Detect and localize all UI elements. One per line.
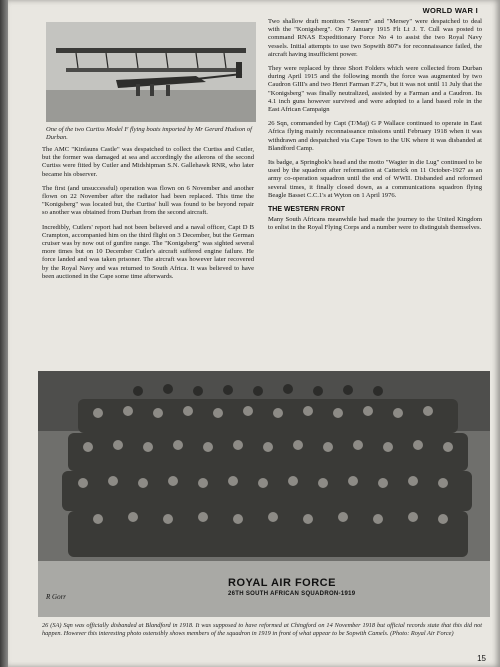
right-paragraph-4: Its badge, a Springbok's head and the motto "Wagter in die Lug" continued to be used by the squadron after reformation at Catterick on 11 October-1927 as an army co-operation squadron until the end of WWII. Disbanded and reformed several times, it finally closed down, as a communications squadron flying Beagle Basset C.C.1's at Wyton on 1 April 1976. [268, 159, 482, 199]
group-photo-caption: 26 (SA) Sqn was officially disbanded at Blandford in 1918. It was supposed to have reformed at Chingford on 14 November 1918 but official records state that this did not happen. However this interesting photo ostensibly shows members of the squadron in 1919 in front of what appear to be Sopwith Camels. (Photo: Royal Air Force) [42, 622, 482, 637]
photo-signature: R Gorr [46, 593, 67, 601]
section-paragraph: Many South Africans meanwhile had made the journey to the United Kingdom to enlist in the Royal Flying Corps and a number were to distinguish themselves. [268, 216, 482, 232]
flying-boat-photo [46, 22, 256, 122]
right-paragraph-2: They were replaced by three Short Folders which were collected from Durban during April 1915 and the following month the force was augmented by two Caudron GIII's and two Henri Farman F.27's, but it was not until 11 July that the "Konigsberg" was finally neutralized, assisted by a Farman and a Caudron. Its 4.1 inch guns however survived and were adopted to a land based role in the East African Campaign [268, 65, 482, 114]
left-paragraph-3: Incredibly, Cutlers' report had not been believed and a naval officer, Capt D B Crampton, accompanied him on the third flight on 3 December, but the German cruiser was by now out of gunfire range. The "Konigsberg" was sighted several more times but on 10 December Cutler's aircraft suffered engine failure. He force landed and was taken prisoner. The aircraft was however later recovered by the Royal Navy and was returned to South Africa. It was believed to have been auctioned in the Cape some time afterwards. [42, 223, 254, 280]
flying-boat-caption: One of the two Curtiss Model F flying boats imported by Mr Gerard Hudson of Durban. [46, 126, 252, 141]
photo-inscription-subtitle: 26TH SOUTH AFRICAN SQUADRON-1919 [228, 591, 356, 597]
left-column [42, 22, 254, 287]
left-paragraph-2: The first (and unsuccessful) operation was flown on 6 November and another flown on 22 November after the radiator had been replaced. This time the "Konigsberg" was located but, the Curtiss' hull was found to be beyond repair so another was obtained from Durban from the second aircraft. [42, 184, 254, 217]
book-gutter [0, 0, 8, 667]
page-number: 15 [477, 654, 486, 663]
book-page [8, 0, 500, 667]
right-paragraph-3: 26 Sqn, commanded by Capt (T/Maj) G P Wallace continued to operate in East Africa flying mainly reconnaissance missions until February 1918 when it was withdrawn and despatched via Cape Town to the UK where it was disbanded at Blandford Camp. [268, 120, 482, 152]
squadron-group-photo [38, 371, 490, 617]
flying-boat-illustration [46, 22, 256, 122]
left-paragraph-1: The AMC "Kinfauns Castle" was despatched to collect the Curtiss and Cutler, but the former was damaged at sea and accordingly the ailerons of the second Curtiss were fitted by Cutler and Midshipman S.N. Gallehawk RNR, who later became his observer. [42, 146, 254, 178]
section-heading: THE WESTERN FRONT [268, 206, 345, 214]
right-column [268, 18, 482, 238]
photo-inscription-title: ROYAL AIR FORCE [228, 577, 336, 589]
right-paragraph-1: Two shallow draft monitors "Severn" and "Mersey" were despatched to deal with the "Konigsberg". On 7 January 1915 Flt Lt J. T. Cull was posted to command RNAS Expeditionary Force No 4 to assist the two Royal Navy vessels. Initial attempts to use two Sopwith 807's for reconnaissance failed, the aircraft having insufficient power. [268, 18, 482, 58]
running-header: WORLD WAR I [422, 6, 478, 15]
